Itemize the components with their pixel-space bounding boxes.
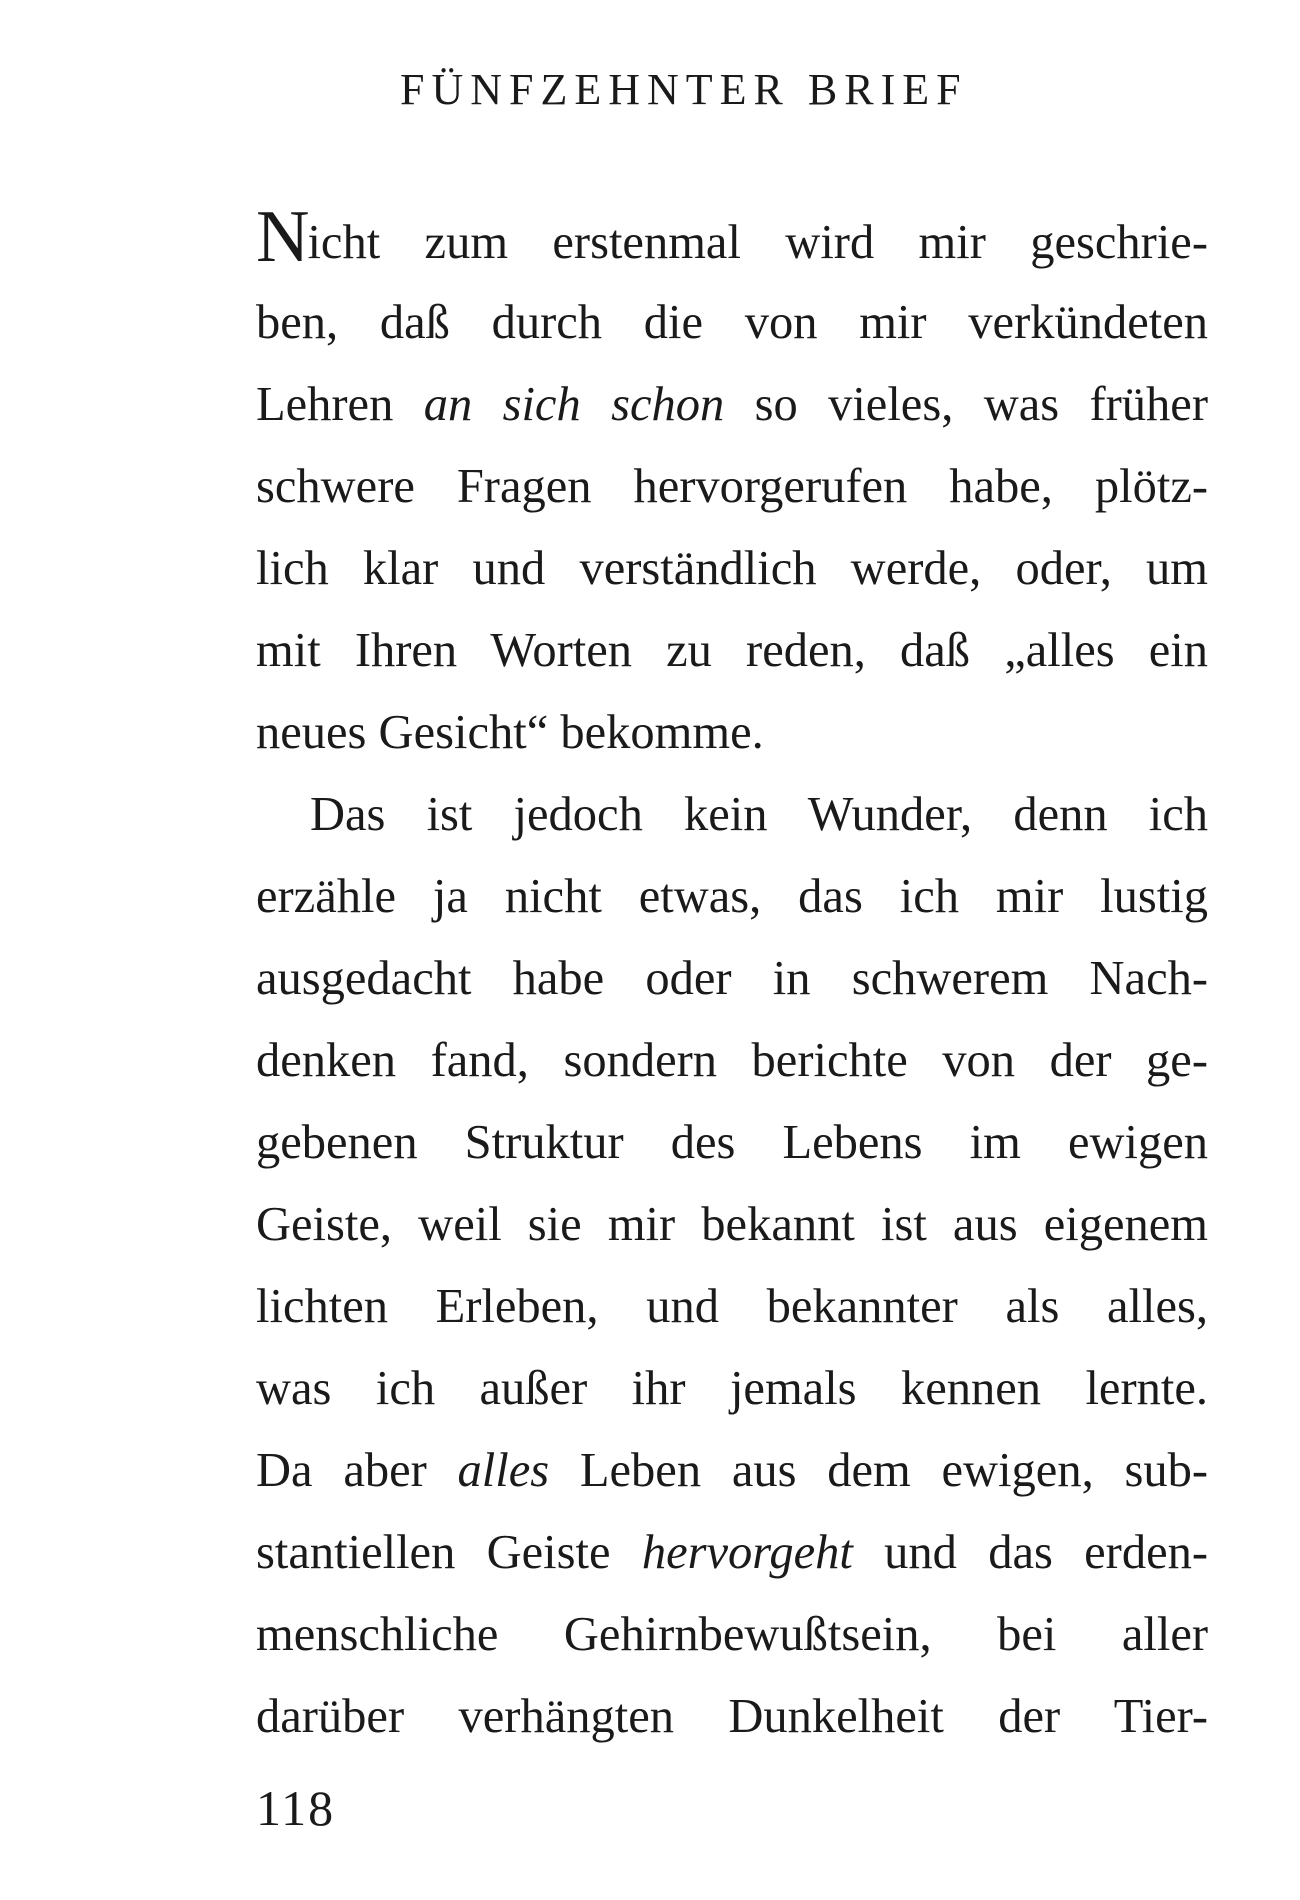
text-line: darüber verhängten Dunkelheit der Tier-	[256, 1690, 1208, 1743]
emphasis-text: hervorgeht	[641, 1526, 853, 1579]
text-span: und das erden-	[852, 1526, 1208, 1579]
text-line	[256, 1512, 1208, 1594]
text-line: ben, daß durch die von mir verkündeten	[256, 296, 1208, 349]
text-line: menschliche Gehirnbewußtsein, bei aller	[256, 1608, 1208, 1661]
text-line: neues Gesicht“ bekomme.	[256, 706, 764, 759]
body-text	[256, 196, 1208, 1758]
text-line	[256, 1430, 1208, 1512]
text-line: ausgedacht habe oder in schwerem Nach-	[256, 952, 1208, 1005]
emphasis-text: an sich schon	[423, 378, 725, 431]
text-line: Geiste, weil sie mir bekannt ist aus eigenem	[256, 1198, 1208, 1251]
text-line: mit Ihren Worten zu reden, daß „alles ein	[256, 624, 1208, 677]
text-line	[256, 196, 1208, 282]
text-line	[256, 364, 1208, 446]
drop-cap: N	[256, 196, 310, 278]
text-span: Leben aus dem ewigen, sub-	[549, 1444, 1208, 1497]
emphasis-text: alles	[457, 1444, 550, 1497]
text-line: lich klar und verständlich werde, oder, um	[256, 542, 1208, 595]
text-line: gebenen Struktur des Lebens im ewigen	[256, 1116, 1208, 1169]
text-span: Lehren	[256, 378, 424, 431]
text-line: Das ist jedoch kein Wunder, denn ich	[310, 788, 1208, 841]
text-span: stantiellen Geiste	[256, 1526, 642, 1579]
text-line: was ich außer ihr jemals kennen lernte.	[256, 1362, 1208, 1415]
text-span: icht zum erstenmal wird mir geschrie-	[307, 216, 1208, 269]
text-line: schwere Fragen hervorgerufen habe, plötz-	[256, 460, 1208, 513]
text-line: lichten Erleben, und bekannter als alles,	[256, 1280, 1208, 1333]
text-line: denken fand, sondern berichte von der ge-	[256, 1034, 1208, 1087]
text-line: erzähle ja nicht etwas, das ich mir lustig	[256, 870, 1208, 923]
chapter-heading: FÜNFZEHNTER BRIEF	[400, 65, 968, 114]
text-span: so vieles, was früher	[724, 378, 1208, 431]
text-span: Da aber	[256, 1444, 458, 1497]
page-number: 118	[256, 1780, 336, 1836]
